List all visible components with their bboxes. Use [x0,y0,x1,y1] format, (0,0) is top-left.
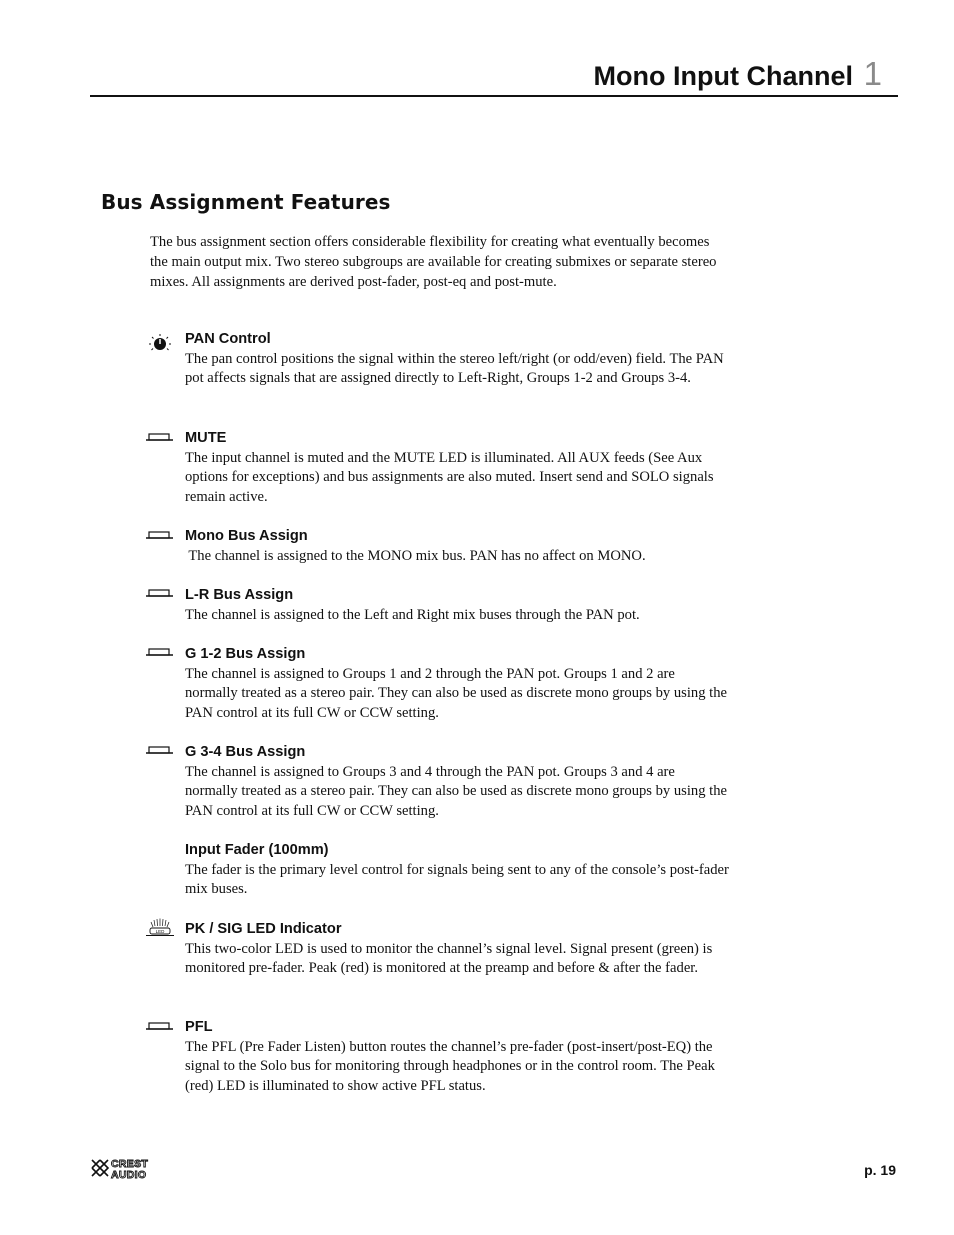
feature-body: The fader is the primary level control for signals being sent to any of the console’s post-fader mix buses. [185,861,729,898]
feature-title: G 1-2 Bus Assign [185,646,306,662]
crest-audio-logo [90,1157,180,1181]
feature-mute [185,429,730,508]
feature-mono-bus-assign [185,527,730,566]
section-heading: Bus Assignment Features [101,190,391,214]
switch-icon [146,645,174,665]
logo-line1: CREST [111,1158,149,1170]
knob-icon [146,332,174,352]
led-icon-label: LED [155,929,165,934]
feature-pan-control [185,330,730,389]
feature-body: The channel is assigned to the MONO mix bus. PAN has no affect on MONO. [185,547,646,564]
switch-icon [146,528,174,548]
page-title: Mono Input Channel [593,61,853,91]
feature-lr-bus-assign [185,586,730,625]
switch-icon [146,1019,174,1039]
feature-title: MUTE [185,430,227,446]
feature-body: The PFL (Pre Fader Listen) button routes the channel’s pre-fader (post-insert/post-EQ) the signal to the Solo bus for monitoring through headphones or in the control room. The Peak (red) LED is illuminated to show active PFL status. [185,1038,715,1095]
feature-title: Input Fader (100mm) [185,842,329,858]
logo-line2: AUDIO [111,1169,147,1181]
switch-icon [146,586,174,606]
feature-body: This two-color LED is used to monitor the channel’s signal level. Signal present (green) is monitored pre-fader. Peak (red) is monitored at the preamp and before & after the fader. [185,940,713,977]
feature-title: PK / SIG LED Indicator [185,921,342,937]
switch-icon [146,430,174,450]
intro-paragraph: The bus assignment section offers considerable flexibility for creating what eventually becomes the main output mix. Two stereo subgroups are available for creating submixes or separate stereo mixes. All assignments are derived post-fader, post-eq and post-mute. [150,234,717,290]
chapter-number: 1 [863,55,882,92]
feature-title: PAN Control [185,331,271,347]
feature-title: Mono Bus Assign [185,528,308,544]
feature-body: The input channel is muted and the MUTE LED is illuminated. All AUX feeds (See Aux options for exceptions) and bus assignments are also muted. Insert send and SOLO signals remain active. [185,449,714,506]
feature-title: G 3-4 Bus Assign [185,744,306,760]
feature-pfl [185,1018,730,1097]
page-number: p. 19 [864,1162,896,1178]
feature-title: L-R Bus Assign [185,587,294,603]
feature-body: The channel is assigned to the Left and Right mix buses through the PAN pot. [185,606,640,623]
feature-body: The channel is assigned to Groups 1 and 2 through the PAN pot. Groups 1 and 2 are normally treated as a stereo pair. They can also be used as discrete mono groups by using the PAN control at its full CW or CCW setting. [185,665,727,722]
feature-body: The channel is assigned to Groups 3 and 4 through the PAN pot. Groups 3 and 4 are normally treated as a stereo pair. They can also be used as discrete mono groups by using the PAN control at its full CW or CCW setting. [185,763,727,820]
feature-body: The pan control positions the signal within the stereo left/right (or odd/even) field. The PAN pot affects signals that are assigned directly to Left-Right, Groups 1-2 and Groups 3-4. [185,350,724,387]
feature-pk-sig-led [185,920,730,979]
switch-icon [146,743,174,763]
feature-input-fader [185,841,730,900]
led-icon [146,918,174,938]
page-header [90,55,898,97]
feature-g12-bus-assign [185,645,730,724]
feature-g34-bus-assign [185,743,730,822]
feature-title: PFL [185,1019,213,1035]
